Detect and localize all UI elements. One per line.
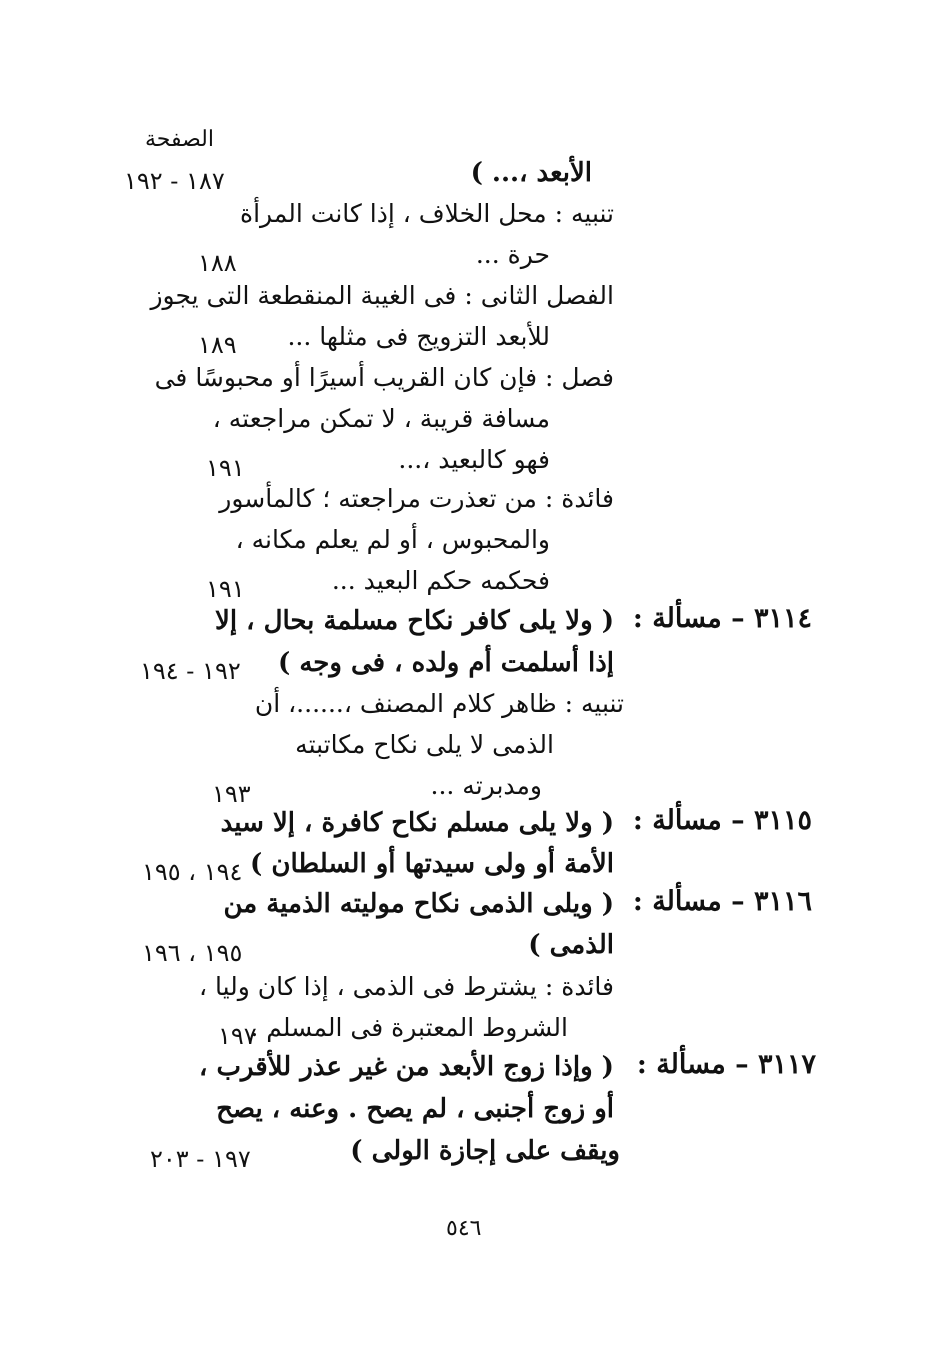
entry-line: فحكمه حكم البعيد ... [331, 566, 550, 595]
entry-line: ( ويلى الذمى نكاح موليته الذمية من [223, 889, 614, 919]
entry-line: تنبيه : محل الخلاف ، إذا كانت المرأة [239, 199, 614, 228]
entry-line: فائدة : من تعذرت مراجعته ؛ كالمأسور [219, 484, 614, 513]
entry-number: ٣١١٧ – مسألة : [636, 1049, 816, 1080]
entry-line: ( ولا يلى مسلم نكاح كافرة ، إلا سيد [220, 808, 614, 838]
entry-line: ( ولا يلى كافر نكاح مسلمة بحال ، إلا [215, 606, 614, 636]
entry-line: ( وإذا زوج الأبعد من غير عذر للأقرب ، [199, 1052, 614, 1082]
entry-page-ref: ١٩٢ - ١٩٤ [140, 657, 241, 685]
entry-line: الأمة أو ولى سيدتها أو السلطان ) [250, 849, 614, 879]
entry-line: ويقف على إجازة الولى ) [350, 1136, 620, 1166]
entry-line: الفصل الثانى : فى الغيبة المنقطعة التى يجوز [150, 281, 614, 310]
entry-line: أو زوج أجنبى ، لم يصح . وعنه ، يصح [216, 1094, 614, 1124]
entry-number: ٣١١٥ – مسألة : [632, 805, 812, 836]
entry-line: إذا أسلمت أم ولده ، فى وجه ) [278, 648, 614, 678]
entry-number: ٣١١٦ – مسألة : [632, 886, 812, 917]
entry-number: ٣١١٤ – مسألة : [632, 603, 812, 634]
entry-line: تنبيه : ظاهر كلام المصنف ،......، أن [254, 689, 624, 718]
entry-line: الذمى لا يلى نكاح مكاتبته [295, 730, 554, 759]
entry-line: فصل : فإن كان القريب أسيرًا أو محبوسًا فى [154, 363, 614, 392]
entry-line: ومدبرته ... [430, 771, 542, 800]
entry-page-ref: ١٩١ [206, 454, 245, 482]
entry-line: مسافة قريبة ، لا تمكن مراجعته ، [212, 404, 550, 433]
entry-page-ref: ١٩٤ ، ١٩٥ [142, 858, 243, 886]
entry-line: والمحبوس ، أو لم يعلم مكانه ، [235, 525, 550, 554]
entry-page-ref: ١٨٧ - ١٩٢ [124, 167, 225, 195]
entry-page-ref: ١٩٣ [212, 780, 251, 808]
entry-line: الأبعد ،... ) [470, 158, 592, 188]
entry-line: الذمى ) [528, 930, 614, 960]
entry-line: فائدة : يشترط فى الذمى ، إذا كان وليا ، [198, 972, 614, 1001]
page-column-header: الصفحة [144, 127, 214, 152]
entry-line: الشروط المعتبرة فى المسلم . [250, 1013, 568, 1042]
entry-line: للأبعد التزويج فى مثلها ... [287, 322, 550, 351]
entry-line: حرة ... [475, 240, 550, 269]
entry-page-ref: ١٩٧ [218, 1022, 257, 1050]
entry-page-ref: ١٩٧ - ٢٠٣ [150, 1145, 251, 1173]
entry-page-ref: ١٩١ [206, 575, 245, 603]
entry-page-ref: ١٨٨ [198, 249, 237, 277]
page-number: ٥٤٦ [446, 1216, 482, 1241]
entry-line: فهو كالبعيد ،... [398, 445, 550, 474]
entry-page-ref: ١٩٥ ، ١٩٦ [142, 939, 243, 967]
entry-page-ref: ١٨٩ [198, 331, 237, 359]
